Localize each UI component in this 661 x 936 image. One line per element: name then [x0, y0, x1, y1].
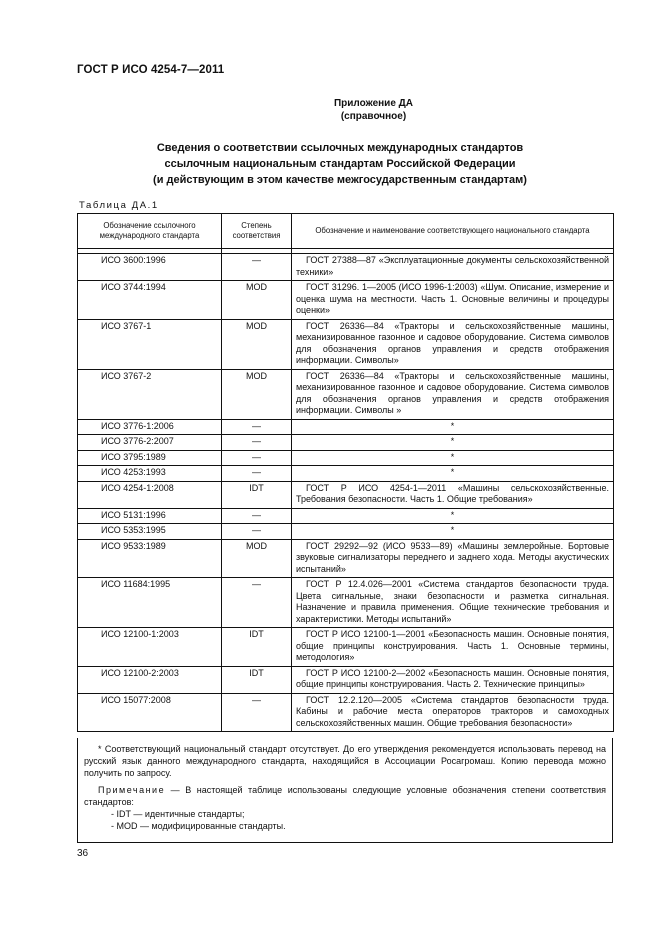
table-row	[78, 628, 614, 667]
cell-degree: IDT	[222, 666, 292, 693]
table-row	[78, 524, 614, 540]
table-row	[78, 481, 614, 508]
table-header-row	[78, 214, 614, 249]
appendix-title: Приложение ДА	[333, 98, 414, 109]
cell-degree: IDT	[222, 481, 292, 508]
table-row	[78, 578, 614, 628]
table-row	[78, 466, 614, 482]
cell-national-standard: *	[292, 466, 614, 482]
header-degree: Степень соответствия	[222, 214, 292, 249]
cell-degree: —	[222, 466, 292, 482]
note-item-mod: - MOD — модифицированные стандарты.	[111, 820, 286, 831]
title-line-2: ссылочным национальным стандартам Российской Федерации	[164, 158, 516, 170]
note-item-idt: - IDT — идентичные стандарты;	[111, 808, 245, 819]
cell-international-standard: ИСО 3776-1:2006	[78, 419, 222, 435]
cell-national-standard: ГОСТ 26336—84 «Тракторы и сельскохозяйственные машины, механизированное газонное и садовое оборудование. Система символов для обозначения органов управления и средств отображения информации. Символы»	[292, 319, 614, 369]
title-line-3: (и действующим в этом качестве межгосударственным стандартам)	[153, 174, 527, 186]
cell-international-standard: ИСО 3600:1996	[78, 254, 222, 281]
cell-national-standard: *	[292, 435, 614, 451]
cell-national-standard: ГОСТ Р 12.4.026—2001 «Система стандартов безопасности труда. Цвета сигнальные, знаки безопасности и разметка сигнальная. Назначение и правила применения. Общие технические требования и характеристики. Методы испытаний»	[292, 578, 614, 628]
note-paragraph	[78, 779, 612, 809]
cell-international-standard: ИСО 5131:1996	[78, 508, 222, 524]
cell-degree: —	[222, 435, 292, 451]
table-row	[78, 666, 614, 693]
table-row	[78, 435, 614, 451]
page-number: 36	[77, 848, 89, 859]
cell-national-standard: *	[292, 508, 614, 524]
cell-degree: —	[222, 450, 292, 466]
header-national-standard: Обозначение и наименование соответствующего национального стандарта	[292, 214, 614, 249]
appendix-heading	[0, 97, 661, 123]
cell-international-standard: ИСО 3776-2:2007	[78, 435, 222, 451]
cell-national-standard: ГОСТ Р ИСО 12100-1—2001 «Безопасность машин. Основные понятия, общие принципы конструирования. Часть 1. Основные термины, методология»	[292, 628, 614, 667]
cell-national-standard: *	[292, 450, 614, 466]
note-label: Примечание	[98, 785, 166, 796]
cell-national-standard: ГОСТ 27388—87 «Эксплуатационные документы сельскохозяйственной техники»	[292, 254, 614, 281]
document-code: ГОСТ Р ИСО 4254-7—2011	[77, 64, 225, 76]
cell-degree: MOD	[222, 319, 292, 369]
cell-national-standard: ГОСТ Р ИСО 4254-1—2011 «Машины сельскохозяйственные. Требования безопасности. Часть 1. Общие требования»	[292, 481, 614, 508]
cell-international-standard: ИСО 3795:1989	[78, 450, 222, 466]
standards-table	[77, 213, 614, 732]
cell-national-standard: ГОСТ 26336—84 «Тракторы и сельскохозяйственные машины, механизированное газонное и садовое оборудование. Система символов для обозначения органов управления и средств отображения информации. Символы »	[292, 369, 614, 419]
cell-degree: MOD	[222, 369, 292, 419]
cell-degree: —	[222, 578, 292, 628]
cell-international-standard: ИСО 11684:1995	[78, 578, 222, 628]
cell-degree: —	[222, 419, 292, 435]
table-row	[78, 254, 614, 281]
cell-degree: —	[222, 524, 292, 540]
cell-international-standard: ИСО 12100-2:2003	[78, 666, 222, 693]
cell-international-standard: ИСО 3744:1994	[78, 281, 222, 320]
section-title	[110, 140, 570, 188]
cell-degree: —	[222, 254, 292, 281]
cell-national-standard: ГОСТ 12.2.120—2005 «Система стандартов безопасности труда. Кабины и рабочие места операторов тракторов и самоходных сельскохозяйственных машин. Общие требования безопасности»	[292, 693, 614, 732]
cell-degree: —	[222, 693, 292, 732]
table-row	[78, 508, 614, 524]
cell-degree: —	[222, 508, 292, 524]
cell-international-standard: ИСО 15077:2008	[78, 693, 222, 732]
table-notes	[77, 738, 613, 843]
cell-international-standard: ИСО 12100-1:2003	[78, 628, 222, 667]
table-row	[78, 319, 614, 369]
cell-degree: MOD	[222, 539, 292, 578]
cell-national-standard: ГОСТ 31296. 1—2005 (ИСО 1996-1:2003) «Шум. Описание, измерение и оценка шума на местности. Часть 1. Основные величины и процедуры оценки»	[292, 281, 614, 320]
footnote: * Соответствующий национальный стандарт отсутствует. До его утверждения рекомендуется использовать перевод на русский язык данного международного стандарта, находящийся в Ассоциации Росагромаш. Копию перевода можно получить по запросу.	[84, 744, 606, 778]
table-row	[78, 693, 614, 732]
cell-degree: MOD	[222, 281, 292, 320]
table-caption: Таблица ДА.1	[79, 200, 159, 211]
cell-international-standard: ИСО 4253:1993	[78, 466, 222, 482]
cell-national-standard: ГОСТ Р ИСО 12100-2—2002 «Безопасность машин. Основные понятия, общие принципы конструирования. Часть 2. Технические принципы»	[292, 666, 614, 693]
cell-international-standard: ИСО 3767-1	[78, 319, 222, 369]
header-international-standard: Обозначение ссылочного международного стандарта	[78, 214, 222, 249]
cell-international-standard: ИСО 3767-2	[78, 369, 222, 419]
cell-national-standard: *	[292, 419, 614, 435]
table-row	[78, 281, 614, 320]
title-line-1: Сведения о соответствии ссылочных международных стандартов	[156, 142, 524, 154]
table-row	[78, 369, 614, 419]
table-row	[78, 419, 614, 435]
table-row	[78, 539, 614, 578]
cell-international-standard: ИСО 4254-1:2008	[78, 481, 222, 508]
cell-international-standard: ИСО 5353:1995	[78, 524, 222, 540]
cell-international-standard: ИСО 9533:1989	[78, 539, 222, 578]
cell-national-standard: ГОСТ 29292—92 (ИСО 9533—89) «Машины землеройные. Бортовые звуковые сигнализаторы переднего и заднего хода. Методы акустических испытаний»	[292, 539, 614, 578]
appendix-subtitle: (справочное)	[340, 111, 407, 122]
note-text: — В настоящей таблице использованы следующие условные обозначения степени соответствия стандартов:	[84, 785, 606, 808]
cell-degree: IDT	[222, 628, 292, 667]
table-row	[78, 450, 614, 466]
cell-national-standard: *	[292, 524, 614, 540]
